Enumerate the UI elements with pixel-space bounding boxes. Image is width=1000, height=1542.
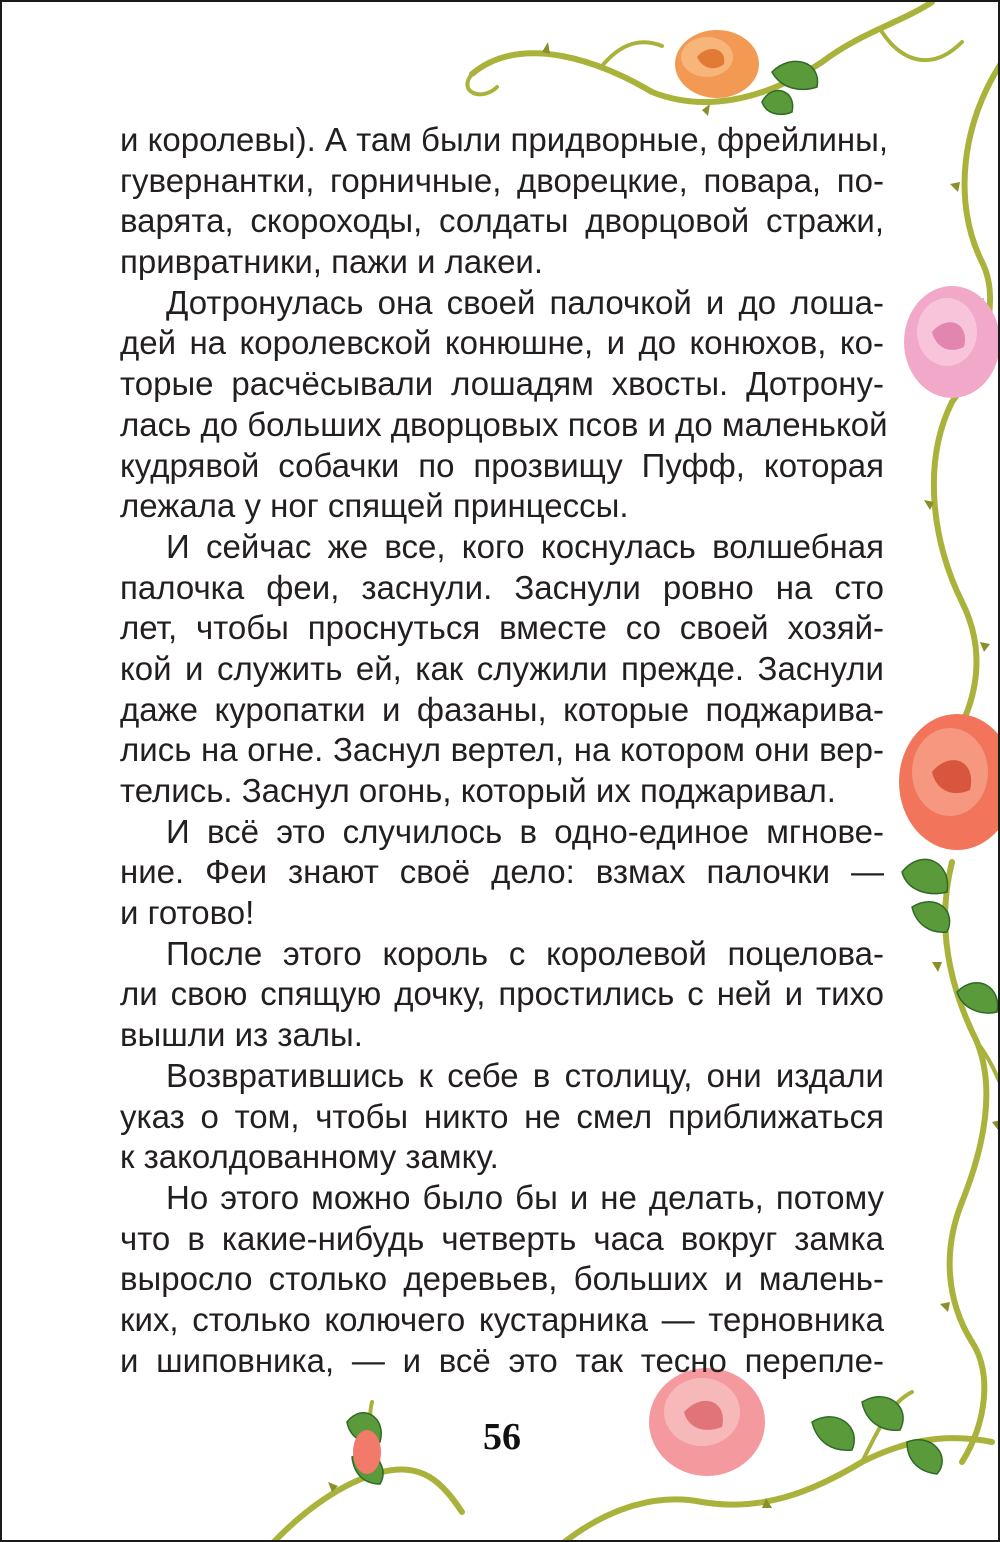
paragraph-start-line: И всё это случилось в одно-единое мгнове- — [166, 812, 884, 850]
text-line: лись на огне. Заснул вертел, на котором они вер- — [120, 731, 884, 769]
paragraph-start-line: Но этого можно было бы и не делать, потому — [166, 1178, 884, 1216]
text-line: телись. Заснул огонь, который их поджаривал. — [120, 772, 836, 809]
text-line: лежала у ног спящей принцессы. — [120, 487, 629, 525]
text-line: гувернантки, горничные, дворецкие, повара, по- — [120, 161, 884, 199]
text-line: указ о том, чтобы никто не смел приближаться — [120, 1097, 884, 1135]
text-line: и шиповника, — и всё это так тесно перепле- — [120, 1341, 884, 1379]
paragraph-start-line: И сейчас же все, кого коснулась волшебная — [166, 527, 884, 565]
rose-orange-top — [675, 30, 759, 98]
text-line: ких, столько колючего кустарника — терновника — [120, 1300, 884, 1338]
text-line: выросло столько деревьев, больших и малень- — [120, 1260, 884, 1298]
text-line: лась до больших дворцовых псов и до маленькой — [120, 405, 888, 443]
text-line: палочка феи, заснули. Заснули ровно на сто — [120, 568, 884, 606]
text-line: даже куропатки и фазаны, которые поджарива- — [120, 690, 884, 728]
page-number: 56 — [483, 1416, 521, 1458]
rose-coral-right — [899, 714, 1000, 850]
paragraph-start-line: Дотронулась она своей палочкой и до лоша- — [166, 283, 884, 321]
paragraph-start-line: После этого король с королевой поцелова- — [166, 934, 884, 972]
text-line: к заколдованному замку. — [120, 1138, 499, 1176]
text-line: привратники, пажи и лакеи. — [120, 243, 544, 281]
paragraph-start-line: Возвратившись к себе в столицу, они издали — [166, 1056, 884, 1094]
text-line: ли свою спящую дочку, простились с ней и тихо — [120, 975, 884, 1013]
text-line: кой и служить ей, как служили прежде. Заснули — [120, 649, 884, 687]
text-line: кудрявой собачки по прозвищу Пуфф, которая — [120, 446, 884, 484]
rose-pink-right — [904, 286, 1000, 398]
story-text — [120, 120, 889, 1381]
text-line: торые расчёсывали лошадям хвосты. Дотрону- — [120, 365, 884, 403]
text-line: вышли из залы. — [120, 1016, 363, 1054]
text-line: лет, чтобы проснуться вместе со своей хозяй- — [120, 609, 884, 647]
text-line: и готово! — [120, 894, 255, 932]
text-line: и королевы). А там были придворные, фрейлины, — [120, 121, 889, 158]
text-line: что в какие-нибудь четверть часа вокруг замка — [120, 1219, 884, 1257]
text-line: дей на королевской конюшне, и до конюхов, ко- — [120, 324, 884, 362]
text-line: варята, скороходы, солдаты дворцовой стражи, — [120, 202, 884, 240]
text-line: ние. Феи знают своё дело: взмах палочки — — [120, 853, 884, 891]
